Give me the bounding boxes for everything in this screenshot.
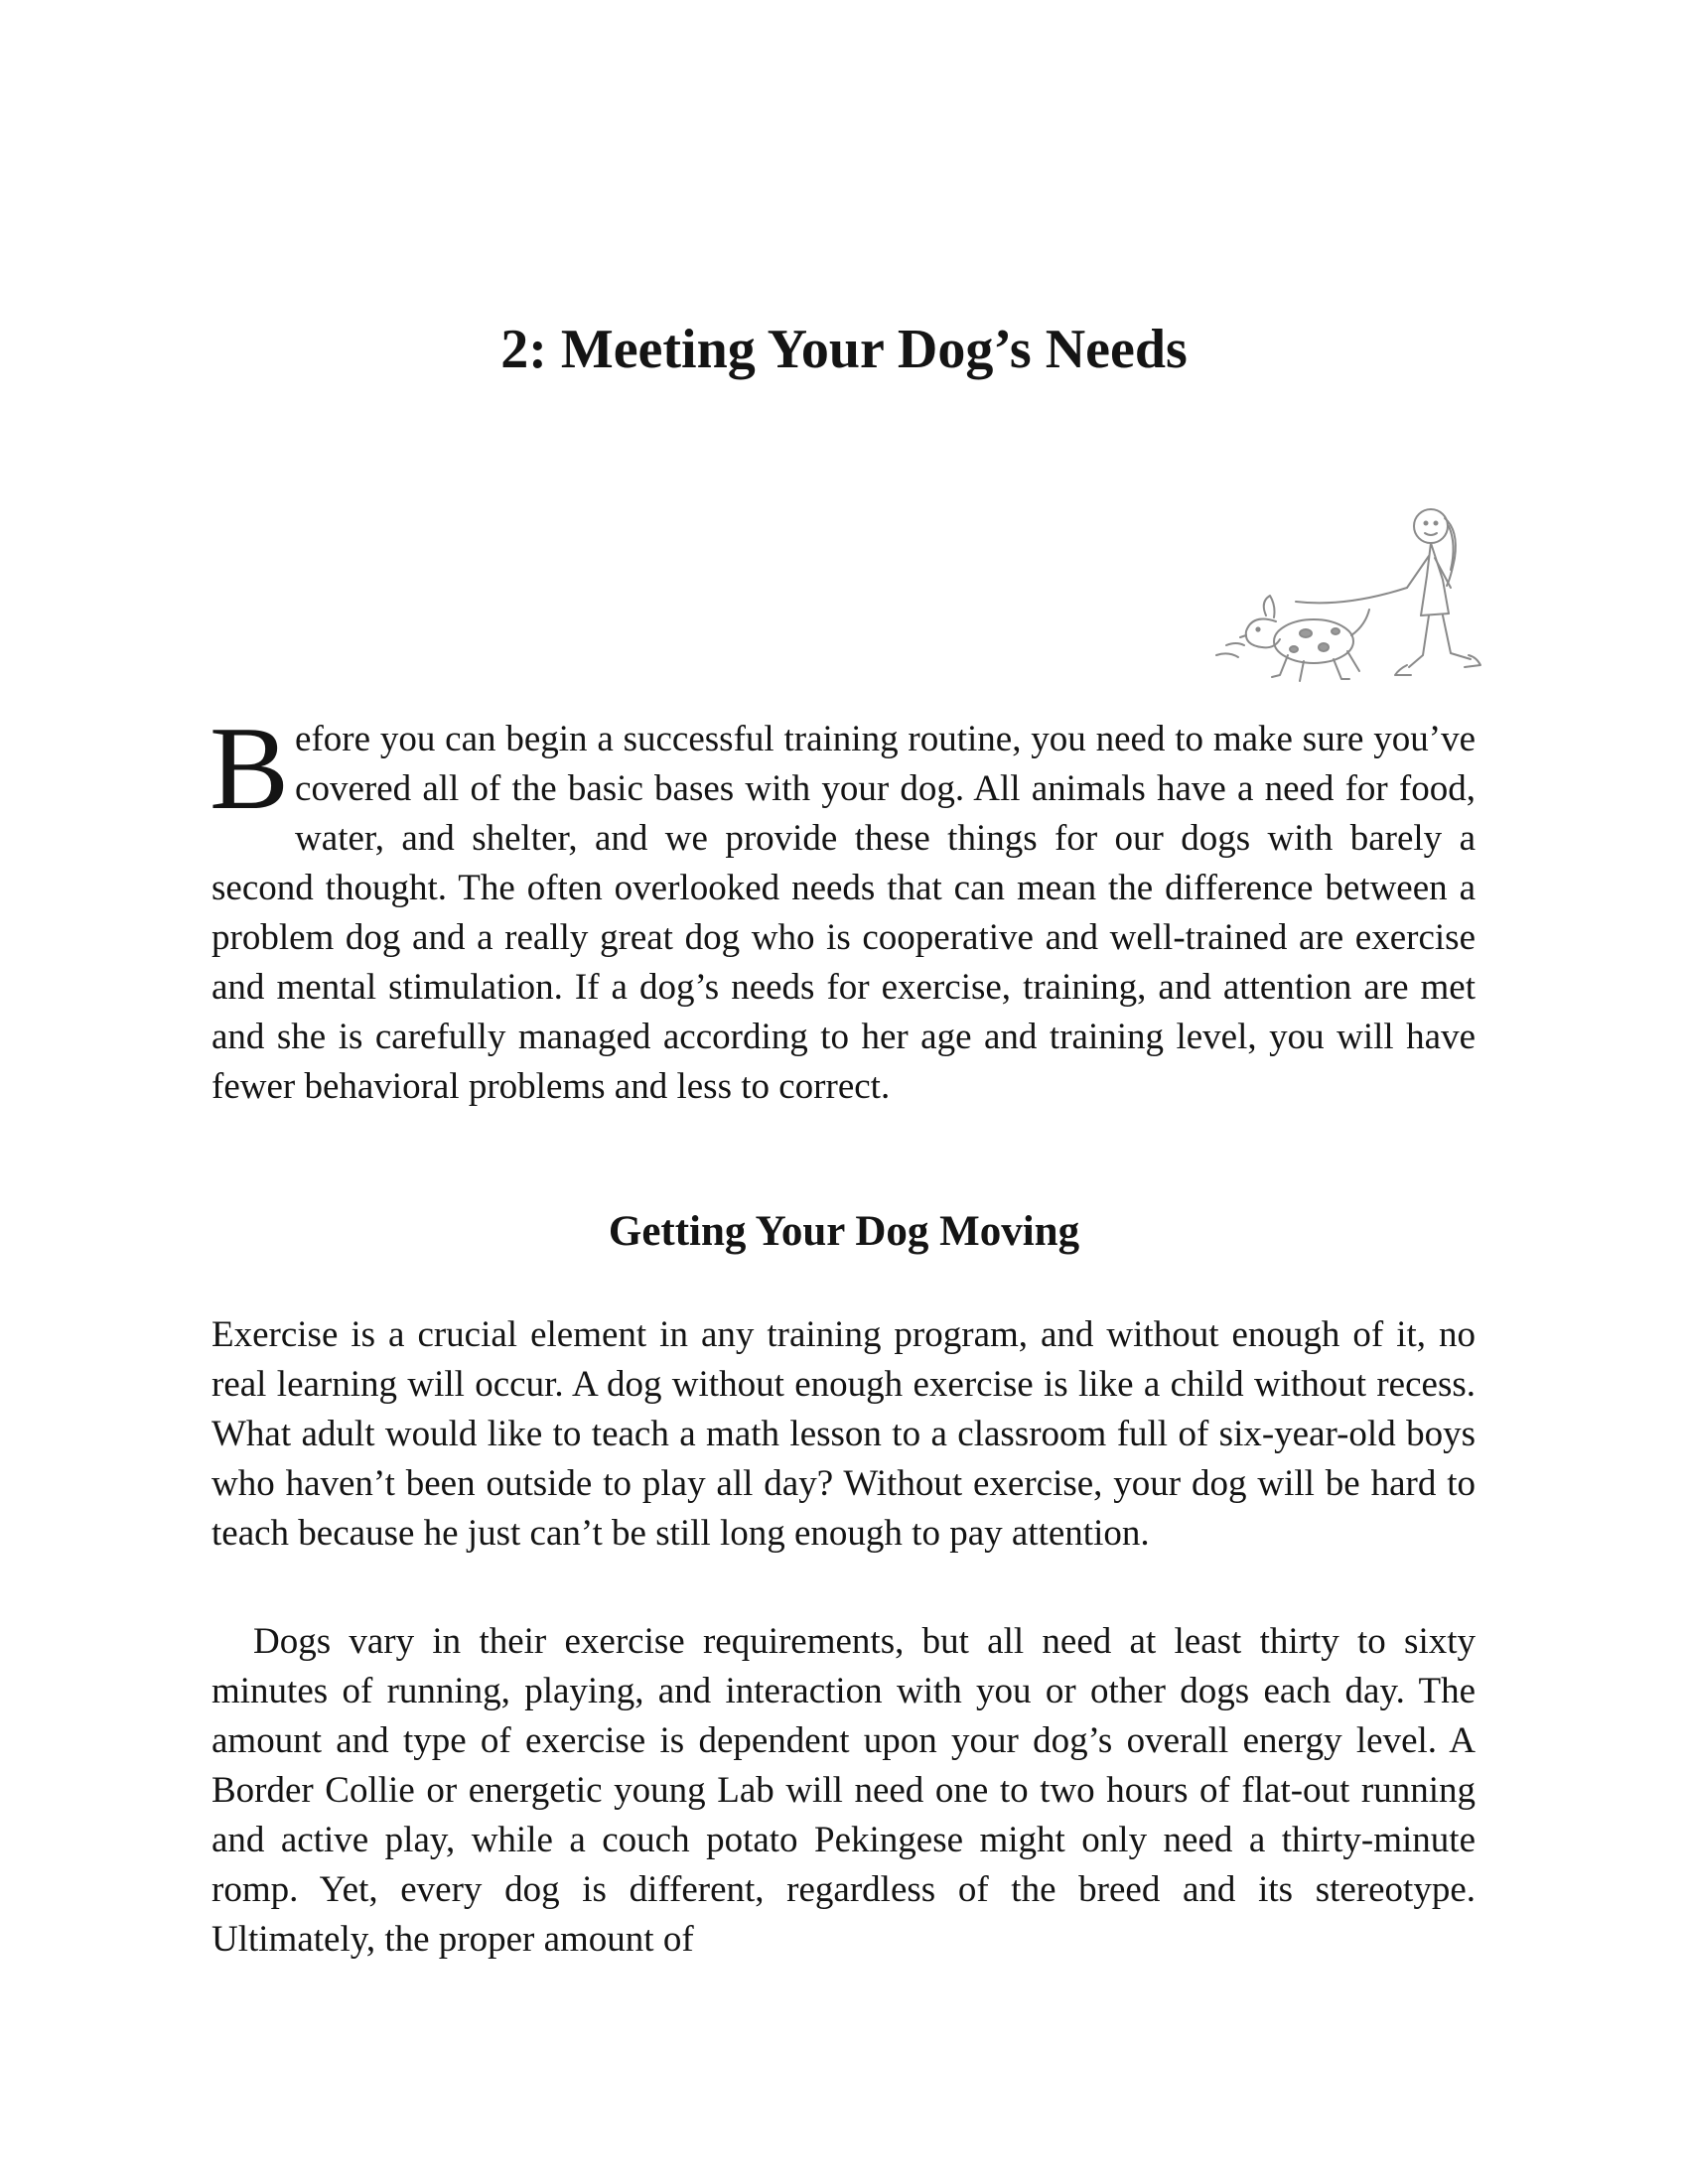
girl-walking-dog-icon [1196, 496, 1484, 695]
body-paragraph: Dogs vary in their exercise requirements, but all need at least thirty to sixty minutes of running, playing, and interaction with you or other dogs each day. The amount and type of exercise is dependent upon your dog’s overall energy level. A Border Collie or energetic young Lab will need one to two hours of flat-out running and active play, while a couch potato Pekingese might only need a thirty-minute romp. Yet, every dog is different, regardless of the breed and its stereotype. Ultimately, the proper amount of [211, 1621, 1476, 1960]
body-paragraph: Exercise is a crucial element in any training program, and without enough of it, no real learning will occur. A dog without enough exercise is like a child without recess. What adult would like to teach a math lesson to a classroom full of six-year-old boys who haven’t been outside to play all day? Without exercise, your dog will be hard to teach because he just can’t be still long enough to pay attention. [211, 1314, 1476, 1554]
chapter-title: 2: Meeting Your Dog’s Needs [500, 319, 1188, 380]
section-heading: Getting Your Dog Moving [608, 1208, 1080, 1255]
drop-cap: B [210, 702, 290, 834]
intro-text: efore you can begin a successful training routine, you need to make sure you’ve covered all of the basic bases with your dog. All animals have a need for food, water, and shelter, and we provide these things for our dogs with barely a second thought. The often overlooked needs that can mean the difference between a problem dog and a really great dog who is cooperative and well-trained are exercise and mental stimulation. If a dog’s needs for exercise, training, and attention are met and she is carefully managed according to her age and training level, you will have fewer behavioral problems and less to correct. [211, 719, 1476, 1107]
intro-paragraph [210, 702, 1476, 1112]
